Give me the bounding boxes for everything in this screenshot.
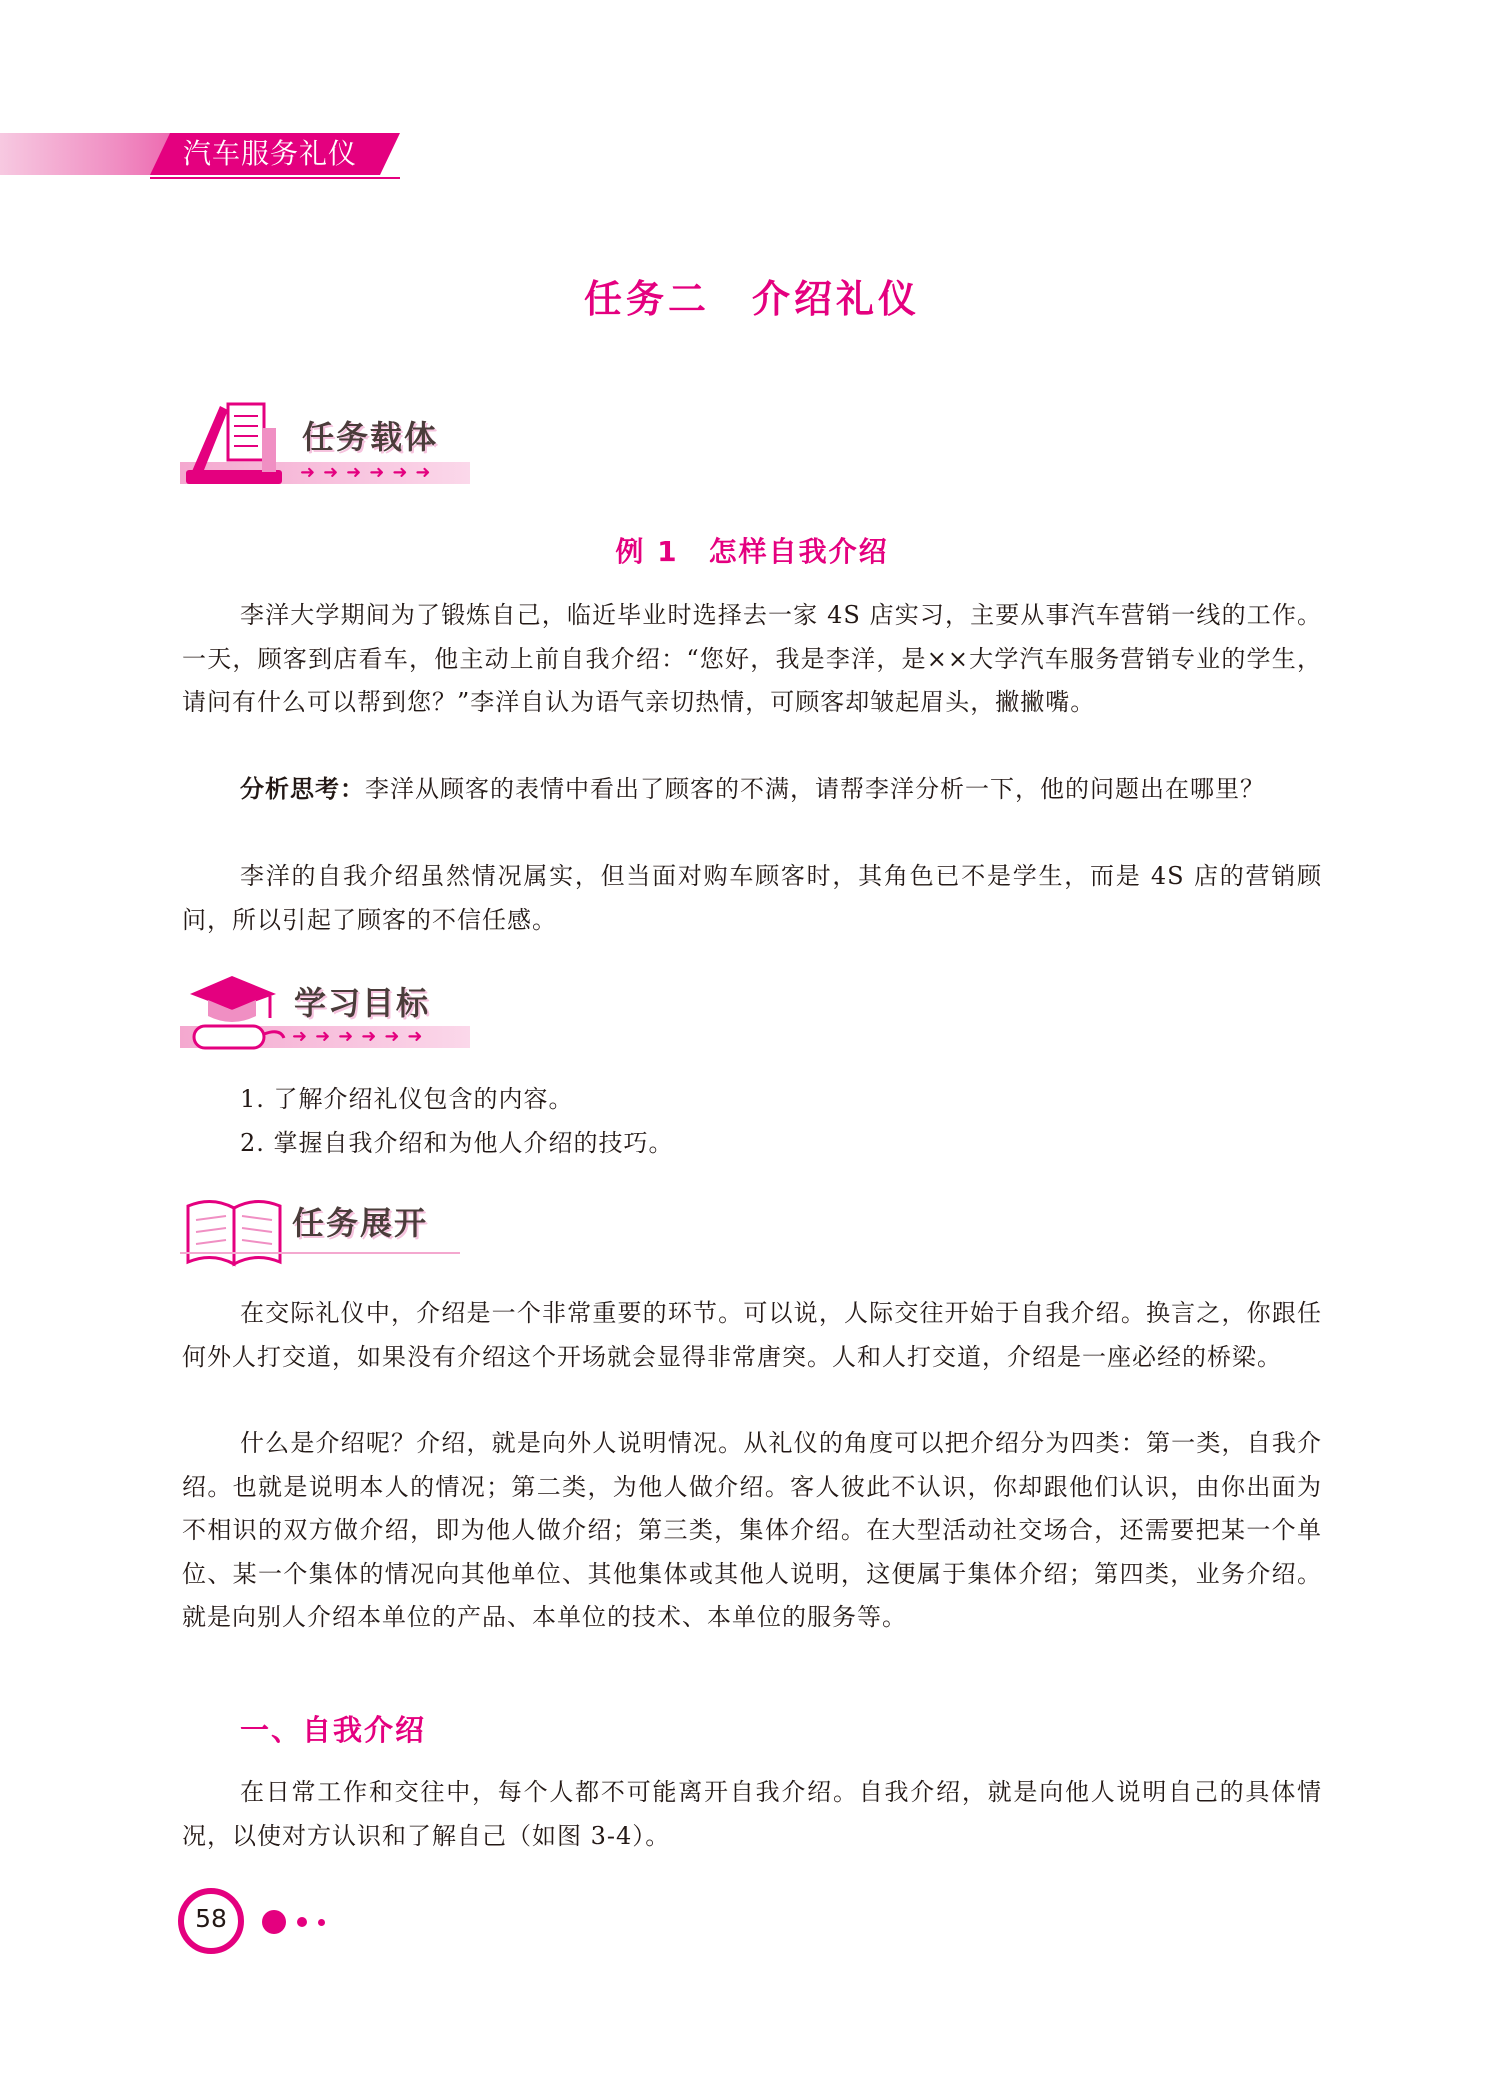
section-expand-label: 任务展开 bbox=[292, 1204, 429, 1242]
section-carrier-label: 任务载体 bbox=[302, 418, 439, 456]
page-number: 58 bbox=[195, 1904, 227, 1933]
task-title: 任务二 介绍礼仪 bbox=[583, 277, 920, 321]
objective-item-2: 2. 掌握自我介绍和为他人介绍的技巧。 bbox=[240, 1129, 674, 1157]
page-dot-medium bbox=[297, 1917, 307, 1927]
example-answer: 李洋的自我介绍虽然情况属实，但当面对购车顾客时，其角色已不是学生，而是 4S 店的营销顾问，所以引起了顾客的不信任感。 bbox=[182, 862, 1322, 934]
notebook-pencil-icon bbox=[180, 398, 290, 488]
subsection-heading: 一、自我介绍 bbox=[240, 1713, 427, 1747]
header-rule bbox=[150, 177, 400, 179]
page-dot-small bbox=[318, 1919, 325, 1926]
badge-arrows: ➜➜➜➜➜➜ bbox=[300, 462, 439, 483]
section-objectives-label: 学习目标 bbox=[294, 984, 431, 1022]
example-analysis bbox=[182, 768, 1322, 812]
section-objectives-badge bbox=[180, 968, 480, 1068]
analysis-text: 李洋从顾客的表情中看出了顾客的不满，请帮李洋分析一下，他的问题出在哪里？ bbox=[365, 775, 1265, 803]
section-expand-badge bbox=[180, 1192, 470, 1292]
open-book-icon bbox=[180, 1192, 290, 1272]
badge-arrows: ➜➜➜➜➜➜ bbox=[292, 1026, 431, 1047]
body-paragraph-1: 在交际礼仪中，介绍是一个非常重要的环节。可以说，人际交往开始于自我介绍。换言之，你跟任何外人打交道，如果没有介绍这个开场就会显得非常唐突。人和人打交道，介绍是一座必经的桥梁。 bbox=[182, 1299, 1322, 1371]
body-paragraph-2: 什么是介绍呢？介绍，就是向外人说明情况。从礼仪的角度可以把介绍分为四类：第一类，自我介绍。也就是说明本人的情况；第二类，为他人做介绍。客人彼此不认识，你却跟他们认识，由你出面为不相识的双方做介绍，即为他人做介绍；第三类，集体介绍。在大型活动社交场合，还需要把某一个单位、某一个集体的情况向其他单位、其他集体或其他人说明，这便属于集体介绍；第四类，业务介绍。就是向别人介绍本单位的产品、本单位的技术、本单位的服务等。 bbox=[182, 1429, 1322, 1631]
section-carrier-badge bbox=[180, 398, 480, 498]
example-title: 例 1 怎样自我介绍 bbox=[615, 535, 889, 568]
badge-underline bbox=[180, 1252, 460, 1254]
book-title: 汽车服务礼仪 bbox=[183, 137, 358, 170]
example-story: 李洋大学期间为了锻炼自己，临近毕业时选择去一家 4S 店实习，主要从事汽车营销一线的工作。一天，顾客到店看车，他主动上前自我介绍：“您好，我是李洋，是××大学汽车服务营销专业的学生，请问有什么可以帮到您？”李洋自认为语气亲切热情，可顾客却皱起眉头，撇撇嘴。 bbox=[182, 601, 1322, 716]
analysis-label: 分析思考： bbox=[240, 775, 365, 803]
body-paragraph-3: 在日常工作和交往中，每个人都不可能离开自我介绍。自我介绍，就是向他人说明自己的具体情况，以使对方认识和了解自己（如图 3-4）。 bbox=[182, 1778, 1322, 1850]
page-dot-large bbox=[262, 1910, 286, 1934]
graduation-cap-icon bbox=[180, 968, 290, 1058]
objective-item-1: 1. 了解介绍礼仪包含的内容。 bbox=[240, 1085, 574, 1113]
